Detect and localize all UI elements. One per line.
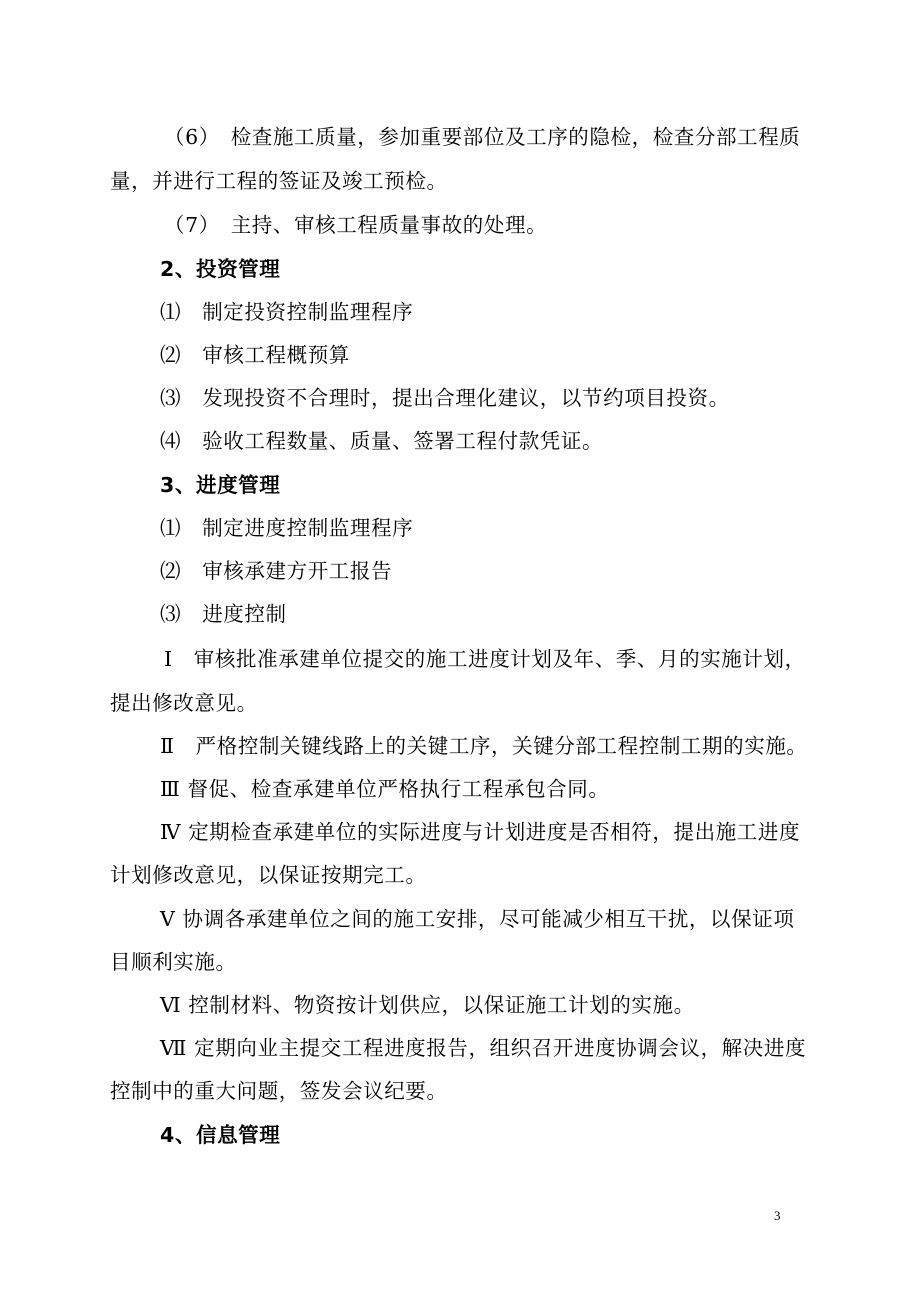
schedule-item-1: ⑴ 制定进度控制监理程序 [160, 516, 414, 540]
schedule-sub-4-line-2: 计划修改意见，以保证按期完工。 [110, 863, 427, 887]
schedule-sub-5-line-2: 目顺利实施。 [110, 950, 237, 974]
schedule-sub-1-line-2: 提出修改意见。 [110, 691, 258, 715]
schedule-sub-6: Ⅵ 控制材料、物资按计划供应，以保证施工计划的实施。 [160, 993, 695, 1017]
investment-item-4: ⑷ 验收工程数量、质量、签署工程付款凭证。 [160, 429, 604, 453]
investment-item-2: ⑵ 审核工程概预算 [160, 343, 350, 367]
schedule-sub-7-line-1: Ⅶ 定期向业主提交工程进度报告，组织召开进度协调会议，解决进度 [160, 1036, 807, 1060]
schedule-sub-3: Ⅲ 督促、检查承建单位严格执行工程承包合同。 [160, 777, 610, 801]
schedule-item-3: ⑶ 进度控制 [160, 602, 287, 626]
schedule-sub-2: Ⅱ 严格控制关键线路上的关键工序，关键分部工程控制工期的实施。 [160, 734, 808, 758]
schedule-sub-5-line-1: Ⅴ 协调各承建单位之间的施工安排，尽可能减少相互干扰，以保证项 [160, 907, 795, 931]
section-heading-information: 4、信息管理 [160, 1123, 281, 1147]
section-heading-schedule: 3、进度管理 [160, 473, 281, 497]
schedule-sub-4-line-1: Ⅳ 定期检查承建单位的实际进度与计划进度是否相符，提出施工进度 [160, 820, 801, 844]
schedule-item-2: ⑵ 审核承建方开工报告 [160, 559, 393, 583]
schedule-sub-1-line-1: Ⅰ 审核批准承建单位提交的施工进度计划及年、季、月的实施计划， [164, 647, 806, 671]
investment-item-1: ⑴ 制定投资控制监理程序 [160, 300, 414, 324]
item-7: （7） 主持、审核工程质量事故的处理。 [164, 213, 548, 237]
investment-item-3: ⑶ 发现投资不合理时，提出合理化建议，以节约项目投资。 [160, 386, 730, 410]
item-6-line-2: 量，并进行工程的签证及竣工预检。 [110, 169, 448, 193]
item-6-line-1: （6） 检查施工质量，参加重要部位及工序的隐检，检查分部工程质 [164, 125, 801, 149]
schedule-sub-7-line-2: 控制中的重大问题，签发会议纪要。 [110, 1079, 448, 1103]
section-heading-investment: 2、投资管理 [160, 257, 281, 281]
page-number: 3 [774, 1208, 781, 1223]
